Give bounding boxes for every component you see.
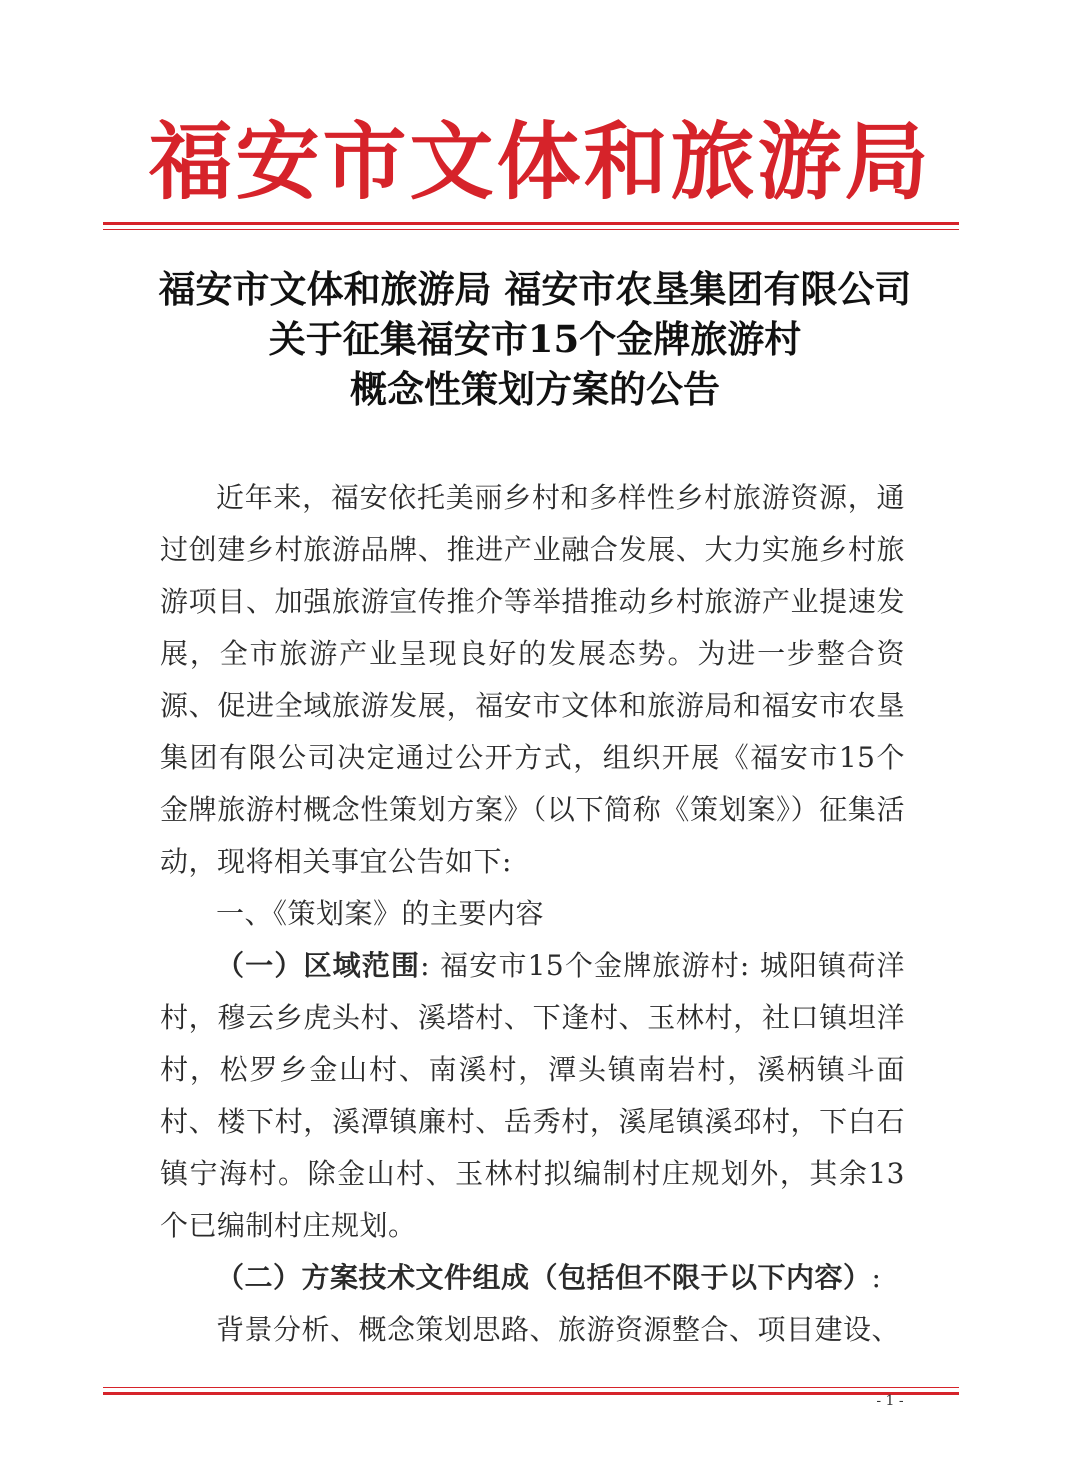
title-line-1: 福安市文体和旅游局 福安市农垦集团有限公司 [158, 267, 912, 311]
intro-paragraph: 近年来，福安依托美丽乡村和多样性乡村旅游资源，通过创建乡村旅游品牌、推进产业融合发展、大力实施乡村旅游项目、加强旅游宣传推介等举措推动乡村旅游产业提速发展，全市旅游产业呈现良好的发展态势。为进一步整合资源、促进全域旅游发展，福安市文体和旅游局和福安市农垦集团有限公司决定通过公开方式，组织开展《福安市15个金牌旅游村概念性策划方案》（以下简称《策划案》）征集活动，现将相关事宜公告如下: [160, 481, 905, 878]
subsection-1-text: : 福安市15个金牌旅游村: 城阳镇荷洋村，穆云乡虎头村、溪塔村、下逢村、玉林村，社口镇坦洋村，松罗乡金山村、南溪村，潭头镇南岩村，溪柄镇斗面村、楼下村，溪潭镇廉村、岳秀村，溪尾镇溪邳村，下白石镇宁海村。除金山村、玉林村拟编制村庄规划外，其余13个已编制村庄规划。 [160, 949, 905, 1242]
title-line-3: 概念性策划方案的公告 [350, 367, 720, 411]
subsection-2-heading [160, 1252, 905, 1304]
footer-rule-thick [103, 1392, 959, 1395]
section-1-heading: 一、《策划案》的主要内容 [216, 897, 545, 930]
subsection-1-label: （一）区域范围 [216, 949, 421, 982]
letterhead-org-name: 福安市文体和旅游局 [148, 112, 932, 211]
subsection-2-text: 背景分析、概念策划思路、旅游资源整合、项目建设、 [216, 1313, 901, 1346]
subsection-2-colon: : [871, 1261, 882, 1294]
document-body [160, 472, 905, 1356]
page-number: - 1 - [876, 1393, 904, 1409]
title-line-2: 关于征集福安市15个金牌旅游村 [268, 317, 802, 361]
letterhead-rule-thick [103, 222, 959, 225]
letterhead-rule-thin [103, 229, 959, 230]
footer-rule-thin [103, 1387, 959, 1388]
subsection-1 [160, 940, 905, 1252]
subsection-2-label: （二）方案技术文件组成（包括但不限于以下内容） [216, 1261, 872, 1294]
